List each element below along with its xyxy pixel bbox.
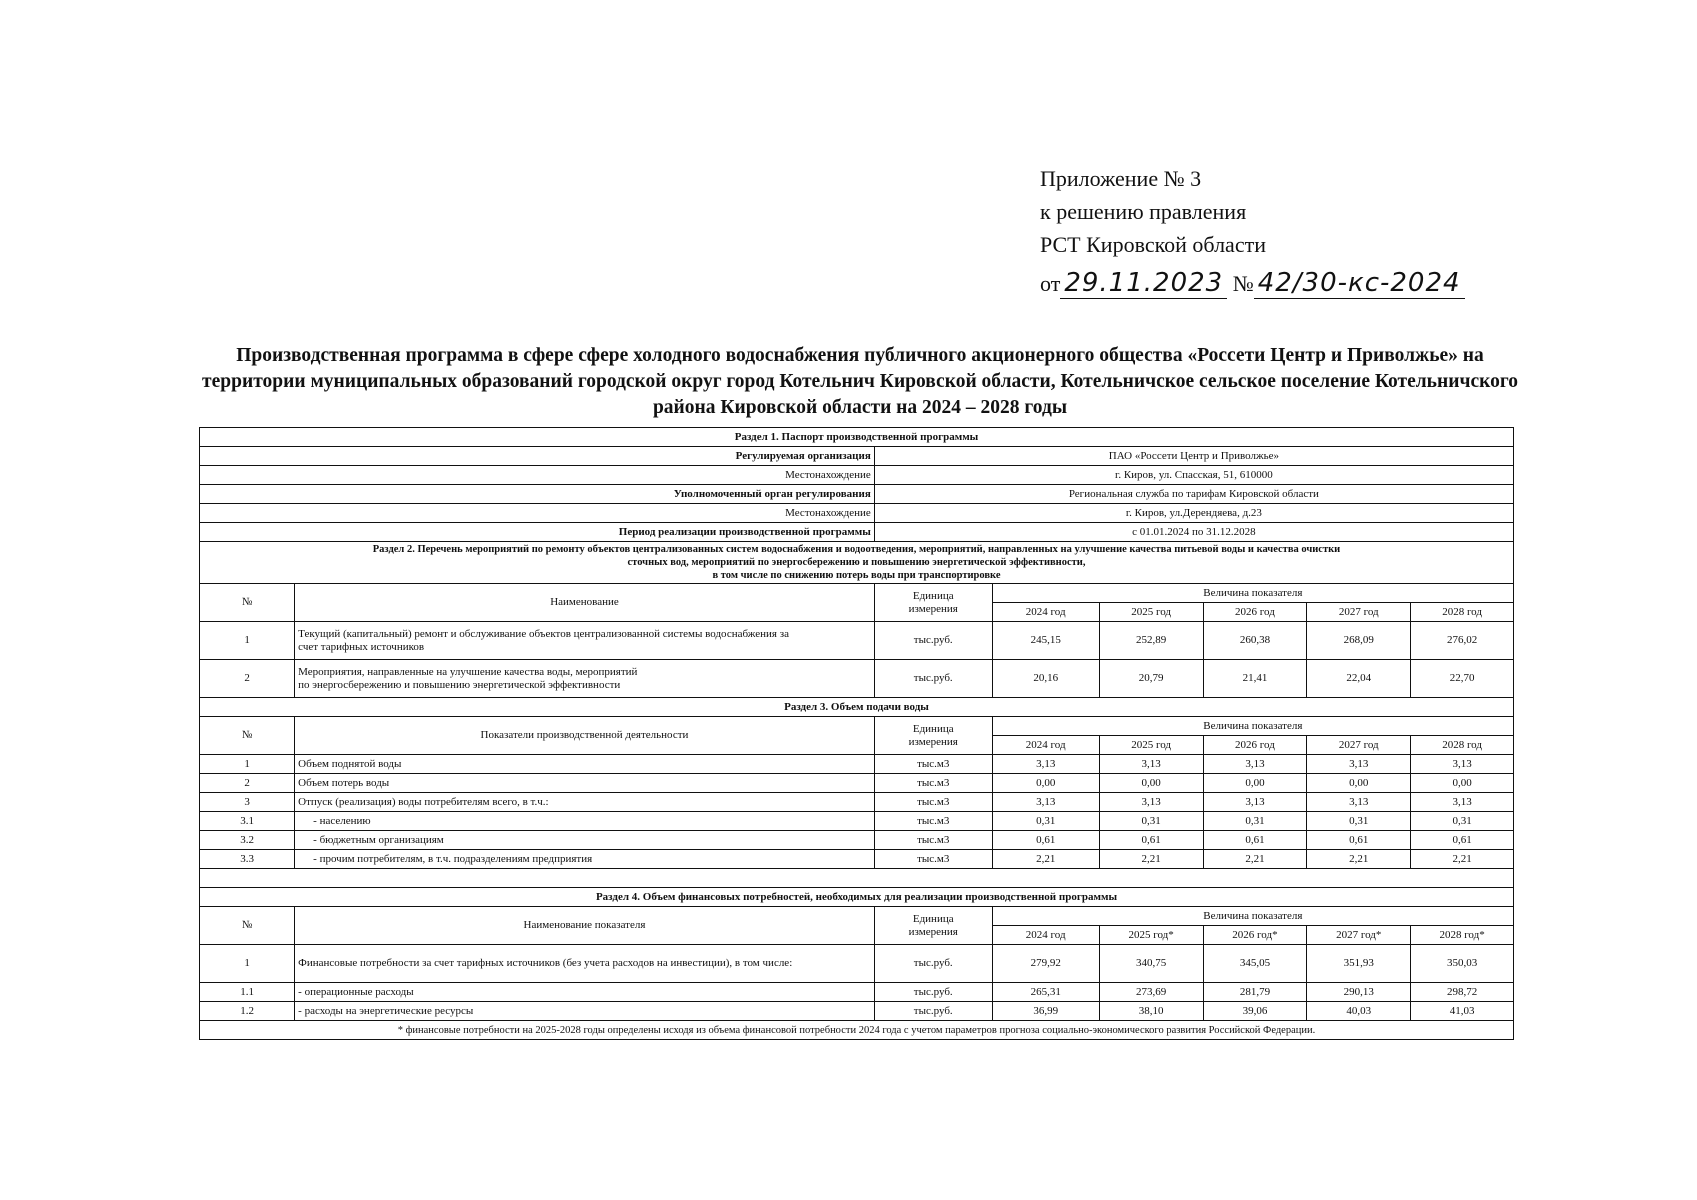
row-value: 0,31	[1099, 812, 1203, 831]
passport-label: Регулируемая организация	[200, 447, 875, 466]
header-value: Величина показателя	[992, 584, 1513, 603]
table-row	[200, 774, 1514, 793]
row-unit: тыс.руб.	[874, 983, 992, 1002]
passport-value: Региональная служба по тарифам Кировской области	[874, 485, 1513, 504]
table-row	[200, 793, 1514, 812]
row-value: 252,89	[1099, 622, 1203, 660]
header-year: 2027 год	[1307, 736, 1411, 755]
header-year: 2026 год	[1203, 603, 1307, 622]
table-row	[200, 622, 1514, 660]
row-num: 1.2	[200, 1002, 295, 1021]
handwritten-date: 29.11.2023	[1060, 268, 1227, 299]
appendix-date-row	[1040, 267, 1465, 300]
row-value: 0,00	[1307, 774, 1411, 793]
row-value: 3,13	[992, 793, 1099, 812]
header-year: 2025 год	[1099, 603, 1203, 622]
header-unit: Единица измерения	[874, 717, 992, 755]
section1-title: Раздел 1. Паспорт производственной программы	[200, 428, 1514, 447]
row-value: 273,69	[1099, 983, 1203, 1002]
row-value: 41,03	[1411, 1002, 1514, 1021]
row-value: 3,13	[1203, 793, 1307, 812]
row-num: 1.1	[200, 983, 295, 1002]
document-title: Производственная программа в сфере сфере холодного водоснабжения публичного акционерного общества «Россети Центр и Приволжье» на территории муниципальных образований городской округ город Котельнич Кировской области, Котельничское сельское поселение Котельничского района Кировской области на 2024 – 2028 годы	[202, 345, 1518, 418]
table-row	[200, 1002, 1514, 1021]
passport-label: Местонахождение	[200, 504, 875, 523]
row-value: 3,13	[1099, 793, 1203, 812]
production-program-table	[199, 427, 1514, 1040]
row-unit: тыс.руб.	[874, 1002, 992, 1021]
row-value: 0,31	[1203, 812, 1307, 831]
section2-title	[200, 542, 1514, 584]
row-unit: тыс.м3	[874, 793, 992, 812]
row-value: 276,02	[1411, 622, 1514, 660]
row-name: Отпуск (реализация) воды потребителям всего, в т.ч.:	[295, 793, 875, 812]
row-value: 0,00	[1099, 774, 1203, 793]
row-unit: тыс.м3	[874, 831, 992, 850]
header-year: 2026 год*	[1203, 926, 1307, 945]
row-name: Финансовые потребности за счет тарифных источников (без учета расходов на инвестиции), в том числе:	[295, 945, 875, 983]
row-value: 245,15	[992, 622, 1099, 660]
row-num: 1	[200, 945, 295, 983]
row-value: 39,06	[1203, 1002, 1307, 1021]
row-value: 298,72	[1411, 983, 1514, 1002]
row-value: 3,13	[992, 755, 1099, 774]
header-year: 2028 год*	[1411, 926, 1514, 945]
appendix-block	[1040, 162, 1465, 300]
row-value: 0,00	[1203, 774, 1307, 793]
row-value: 0,31	[1411, 812, 1514, 831]
passport-row	[200, 523, 1514, 542]
header-year: 2026 год	[1203, 736, 1307, 755]
row-value: 3,13	[1307, 755, 1411, 774]
row-value: 340,75	[1099, 945, 1203, 983]
row-num: 2	[200, 774, 295, 793]
header-num: №	[200, 584, 295, 622]
row-value: 2,21	[1307, 850, 1411, 869]
row-num: 1	[200, 622, 295, 660]
row-name: Текущий (капитальный) ремонт и обслуживание объектов централизованной системы водоснабжения за счет тарифных источников	[295, 622, 875, 660]
row-value: 0,00	[1411, 774, 1514, 793]
row-value: 3,13	[1411, 793, 1514, 812]
section3-title-row	[200, 698, 1514, 717]
row-num: 3	[200, 793, 295, 812]
section2-header-row	[200, 584, 1514, 603]
row-value: 38,10	[1099, 1002, 1203, 1021]
row-name: - населению	[295, 812, 875, 831]
table-row	[200, 945, 1514, 983]
row-value: 0,61	[992, 831, 1099, 850]
header-value: Величина показателя	[992, 717, 1513, 736]
header-name: Наименование показателя	[295, 907, 875, 945]
row-unit: тыс.м3	[874, 812, 992, 831]
section1-title-row	[200, 428, 1514, 447]
header-unit: Единица измерения	[874, 907, 992, 945]
section3-title: Раздел 3. Объем подачи воды	[200, 698, 1514, 717]
row-value: 20,16	[992, 660, 1099, 698]
row-name: - расходы на энергетические ресурсы	[295, 1002, 875, 1021]
number-prefix: №	[1232, 271, 1254, 296]
footnote: * финансовые потребности на 2025-2028 годы определены исходя из объема финансовой потребности 2024 года с учетом параметров прогноза социально-экономического развития Российской Федерации.	[200, 1021, 1514, 1040]
handwritten-number: 42/30-кс-2024	[1254, 268, 1465, 299]
table-row	[200, 812, 1514, 831]
section2-title-line: сточных вод, мероприятий по энергосбережению и повышению энергетической эффективности,	[627, 557, 1086, 568]
passport-row	[200, 447, 1514, 466]
footnote-row	[200, 1021, 1514, 1040]
row-name: - операционные расходы	[295, 983, 875, 1002]
row-num: 3.2	[200, 831, 295, 850]
row-value: 268,09	[1307, 622, 1411, 660]
row-value: 2,21	[1411, 850, 1514, 869]
passport-row	[200, 504, 1514, 523]
row-value: 0,31	[992, 812, 1099, 831]
row-value: 20,79	[1099, 660, 1203, 698]
header-unit: Единица измерения	[874, 584, 992, 622]
row-unit: тыс.руб.	[874, 660, 992, 698]
section2-title-line: Раздел 2. Перечень мероприятий по ремонту объектов централизованных систем водоснабжения и водоотведения, мероприятий, направленных на улучшение качества питьевой воды и качества очистки	[372, 544, 1341, 555]
row-unit: тыс.руб.	[874, 622, 992, 660]
row-name: Мероприятия, направленные на улучшение качества воды, мероприятий по энергосбережению и повышению энергетической эффективности	[295, 660, 875, 698]
spacer-cell	[200, 869, 1514, 888]
header-year: 2025 год*	[1099, 926, 1203, 945]
table-row	[200, 660, 1514, 698]
row-unit: тыс.м3	[874, 755, 992, 774]
row-value: 0,61	[1411, 831, 1514, 850]
table-row	[200, 831, 1514, 850]
row-unit: тыс.руб.	[874, 945, 992, 983]
spacer-row	[200, 869, 1514, 888]
appendix-number: Приложение № 3	[1040, 166, 1202, 191]
appendix-authority: РСТ Кировской области	[1040, 232, 1266, 257]
row-value: 3,13	[1099, 755, 1203, 774]
passport-value: ПАО «Россети Центр и Приволжье»	[874, 447, 1513, 466]
header-num: №	[200, 717, 295, 755]
passport-row	[200, 485, 1514, 504]
row-value: 0,61	[1203, 831, 1307, 850]
header-year: 2024 год	[992, 736, 1099, 755]
passport-label: Местонахождение	[200, 466, 875, 485]
row-value: 0,31	[1307, 812, 1411, 831]
section4-title: Раздел 4. Объем финансовых потребностей, необходимых для реализации производственной программы	[200, 888, 1514, 907]
row-value: 2,21	[1203, 850, 1307, 869]
row-value: 22,70	[1411, 660, 1514, 698]
header-year: 2024 год	[992, 603, 1099, 622]
row-name: - бюджетным организациям	[295, 831, 875, 850]
row-value: 22,04	[1307, 660, 1411, 698]
row-num: 3.3	[200, 850, 295, 869]
section3-header-row	[200, 717, 1514, 736]
row-name: Объем потерь воды	[295, 774, 875, 793]
header-year: 2028 год	[1411, 603, 1514, 622]
passport-value: г. Киров, ул. Спасская, 51, 610000	[874, 466, 1513, 485]
row-value: 351,93	[1307, 945, 1411, 983]
table-row	[200, 983, 1514, 1002]
header-year: 2027 год*	[1307, 926, 1411, 945]
header-name: Показатели производственной деятельности	[295, 717, 875, 755]
row-value: 345,05	[1203, 945, 1307, 983]
row-value: 2,21	[1099, 850, 1203, 869]
row-value: 260,38	[1203, 622, 1307, 660]
row-name: - прочим потребителям, в т.ч. подразделениям предприятия	[295, 850, 875, 869]
row-num: 1	[200, 755, 295, 774]
section2-title-row	[200, 542, 1514, 584]
row-value: 279,92	[992, 945, 1099, 983]
row-value: 290,13	[1307, 983, 1411, 1002]
header-year: 2027 год	[1307, 603, 1411, 622]
row-num: 2	[200, 660, 295, 698]
row-value: 21,41	[1203, 660, 1307, 698]
header-year: 2025 год	[1099, 736, 1203, 755]
passport-value: с 01.01.2024 по 31.12.2028	[874, 523, 1513, 542]
row-value: 3,13	[1203, 755, 1307, 774]
passport-row	[200, 466, 1514, 485]
row-value: 281,79	[1203, 983, 1307, 1002]
table-row	[200, 755, 1514, 774]
section4-header-row	[200, 907, 1514, 926]
date-prefix: от	[1040, 271, 1061, 296]
row-unit: тыс.м3	[874, 850, 992, 869]
row-unit: тыс.м3	[874, 774, 992, 793]
row-value: 36,99	[992, 1002, 1099, 1021]
passport-label: Период реализации производственной программы	[200, 523, 875, 542]
passport-value: г. Киров, ул.Дерендяева, д.23	[874, 504, 1513, 523]
header-year: 2024 год	[992, 926, 1099, 945]
appendix-decision: к решению правления	[1040, 199, 1247, 224]
header-name: Наименование	[295, 584, 875, 622]
row-value: 40,03	[1307, 1002, 1411, 1021]
header-year: 2028 год	[1411, 736, 1514, 755]
row-value: 3,13	[1411, 755, 1514, 774]
passport-label: Уполномоченный орган регулирования	[200, 485, 875, 504]
row-value: 0,00	[992, 774, 1099, 793]
row-name: Объем поднятой воды	[295, 755, 875, 774]
row-value: 350,03	[1411, 945, 1514, 983]
header-num: №	[200, 907, 295, 945]
header-value: Величина показателя	[992, 907, 1513, 926]
row-num: 3.1	[200, 812, 295, 831]
section4-title-row	[200, 888, 1514, 907]
row-value: 265,31	[992, 983, 1099, 1002]
row-value: 3,13	[1307, 793, 1411, 812]
row-value: 0,61	[1099, 831, 1203, 850]
table-row	[200, 850, 1514, 869]
row-value: 0,61	[1307, 831, 1411, 850]
section2-title-line: в том числе по снижению потерь воды при транспортировке	[712, 570, 1001, 581]
row-value: 2,21	[992, 850, 1099, 869]
